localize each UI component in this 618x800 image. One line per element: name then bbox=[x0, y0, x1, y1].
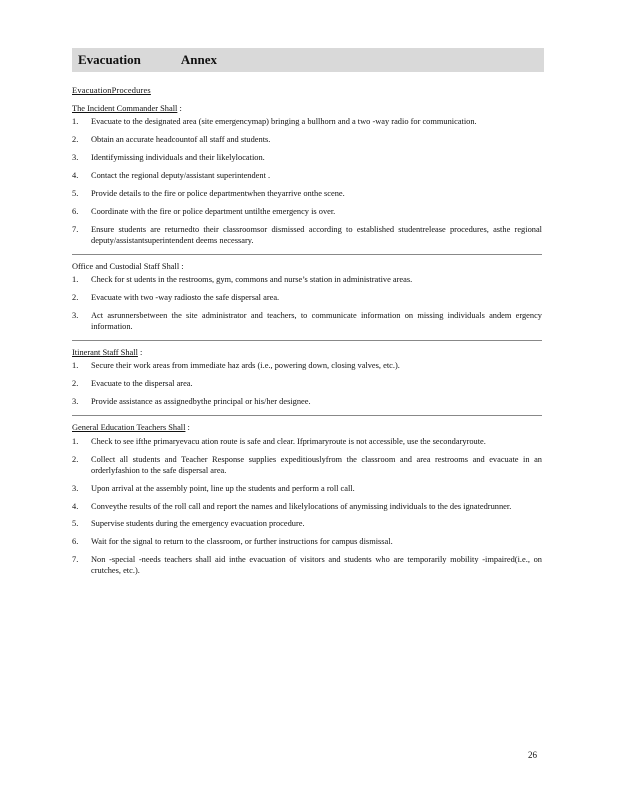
procedures-heading: EvacuationProcedures bbox=[72, 86, 151, 95]
section-heading-text: : bbox=[137, 347, 143, 357]
section-divider bbox=[72, 340, 542, 341]
list-item bbox=[72, 537, 542, 548]
section-heading-underlined: The Incident Commander Shall bbox=[72, 103, 178, 113]
section-heading bbox=[72, 348, 542, 359]
list-item-number: 1. bbox=[72, 436, 79, 446]
list-item-number: 2. bbox=[72, 379, 79, 389]
section-heading-underlined: General Education Teachers Shall bbox=[72, 423, 186, 433]
list-item-text: Contact the regional deputy/assistant superintendent . bbox=[91, 171, 271, 181]
list-item-text: Check to see ifthe primaryevacu ation route is safe and clear. Ifprimaryroute is not accessible, use the secondaryroute. bbox=[91, 436, 486, 446]
annex-title-bar bbox=[72, 48, 544, 72]
list-item-text: Conveythe results of the roll call and report the names and likelylocations of anymissing individuals to the des ignatedrunner. bbox=[91, 501, 512, 511]
list-item-number: 7. bbox=[72, 555, 79, 565]
list-item bbox=[72, 153, 542, 164]
section-heading-underlined: Itinerant Staff Shall bbox=[72, 347, 138, 357]
section-heading-text: : bbox=[177, 103, 182, 113]
list-item bbox=[72, 225, 542, 246]
list-item-number: 2. bbox=[72, 454, 79, 464]
list-item-text: Coordinate with the fire or police department untilthe emergency is over. bbox=[91, 207, 336, 217]
list-item bbox=[72, 484, 542, 495]
list-item-text: Check for st udents in the restrooms, gym, commons and nurse’s station in administrative areas. bbox=[91, 275, 413, 285]
list-item-text: Secure their work areas from immediate haz ards (i.e., powering down, closing valves, etc.). bbox=[91, 361, 400, 371]
list-item-text: Evacuate to the dispersal area. bbox=[91, 379, 193, 389]
list-item-text: Collect all students and Teacher Response supplies expeditiouslyfrom the classroom and area restrooms and evacuate in an orderlyfashion to the safe dispersal area. bbox=[91, 454, 542, 475]
section-heading-text: Office and Custodial Staff Shall : bbox=[72, 261, 184, 271]
title-annex: Annex bbox=[180, 52, 217, 67]
section-heading bbox=[72, 104, 542, 115]
list-item-number: 1. bbox=[72, 275, 79, 285]
list-item bbox=[72, 455, 542, 476]
list-item-text: Non -special -needs teachers shall aid inthe evacuation of visitors and students who are temporarily mobility -impaired(i.e., on crutches, etc.). bbox=[91, 555, 542, 576]
list-item-number: 1. bbox=[72, 117, 79, 127]
list-item bbox=[72, 379, 542, 390]
list-item bbox=[72, 502, 542, 513]
sections-container bbox=[72, 104, 542, 577]
section-list bbox=[72, 361, 542, 408]
section-list bbox=[72, 437, 542, 577]
list-item bbox=[72, 293, 542, 304]
list-item-text: Provide assistance as assignedbythe principal or his/her designee. bbox=[91, 397, 311, 407]
list-item-text: Upon arrival at the assembly point, line up the students and perform a roll call. bbox=[91, 483, 355, 493]
list-item bbox=[72, 207, 542, 218]
list-item-number: 4. bbox=[72, 501, 79, 511]
list-item bbox=[72, 275, 542, 286]
list-item-text: Identifymissing individuals and their likelylocation. bbox=[91, 153, 265, 163]
title-evacuation: Evacuation bbox=[78, 52, 141, 67]
document-body bbox=[72, 86, 542, 584]
list-item bbox=[72, 555, 542, 576]
section-list bbox=[72, 117, 542, 246]
list-item bbox=[72, 311, 542, 332]
section-heading bbox=[72, 423, 542, 434]
list-item-number: 3. bbox=[72, 397, 79, 407]
list-item-text: Supervise students during the emergency evacuation procedure. bbox=[91, 519, 305, 529]
list-item-number: 6. bbox=[72, 207, 79, 217]
list-item bbox=[72, 361, 542, 372]
list-item-number: 2. bbox=[72, 135, 79, 145]
section-divider bbox=[72, 415, 542, 416]
list-item-number: 6. bbox=[72, 537, 79, 547]
list-item bbox=[72, 135, 542, 146]
section-heading-text: : bbox=[185, 423, 190, 433]
page-number: 26 bbox=[528, 750, 537, 760]
section-heading bbox=[72, 262, 542, 273]
list-item-number: 2. bbox=[72, 293, 79, 303]
list-item bbox=[72, 397, 542, 408]
list-item bbox=[72, 189, 542, 200]
list-item-text: Provide details to the fire or police departmentwhen theyarrive onthe scene. bbox=[91, 189, 345, 199]
list-item-number: 3. bbox=[72, 483, 79, 493]
list-item-number: 4. bbox=[72, 171, 79, 181]
list-item-number: 7. bbox=[72, 225, 79, 235]
list-item bbox=[72, 519, 542, 530]
section-divider bbox=[72, 254, 542, 255]
list-item-number: 3. bbox=[72, 153, 79, 163]
list-item-text: Ensure students are returnedto their classroomsor dismissed according to established studentrelease procedures, asthe regional deputy/assistantsuperintendent deems necessary. bbox=[91, 225, 542, 245]
list-item-number: 5. bbox=[72, 519, 79, 529]
list-item-text: Evacuate to the designated area (site emergencymap) bringing a bullhorn and a two -way radio for communication. bbox=[91, 117, 477, 127]
list-item-number: 1. bbox=[72, 361, 79, 371]
list-item-number: 5. bbox=[72, 189, 79, 199]
list-item-text: Wait for the signal to return to the classroom, or further instructions for campus dismissal. bbox=[91, 537, 393, 547]
section-list bbox=[72, 275, 542, 332]
list-item-text: Evacuate with two -way radiosto the safe dispersal area. bbox=[91, 293, 280, 303]
list-item-number: 3. bbox=[72, 311, 79, 321]
list-item bbox=[72, 117, 542, 128]
list-item bbox=[72, 171, 542, 182]
list-item-text: Act asrunnersbetween the site administrator and teachers, to communicate information on missing individuals andem ergency information. bbox=[91, 311, 542, 331]
list-item bbox=[72, 437, 542, 448]
list-item-text: Obtain an accurate headcountof all staff and students. bbox=[91, 135, 271, 145]
